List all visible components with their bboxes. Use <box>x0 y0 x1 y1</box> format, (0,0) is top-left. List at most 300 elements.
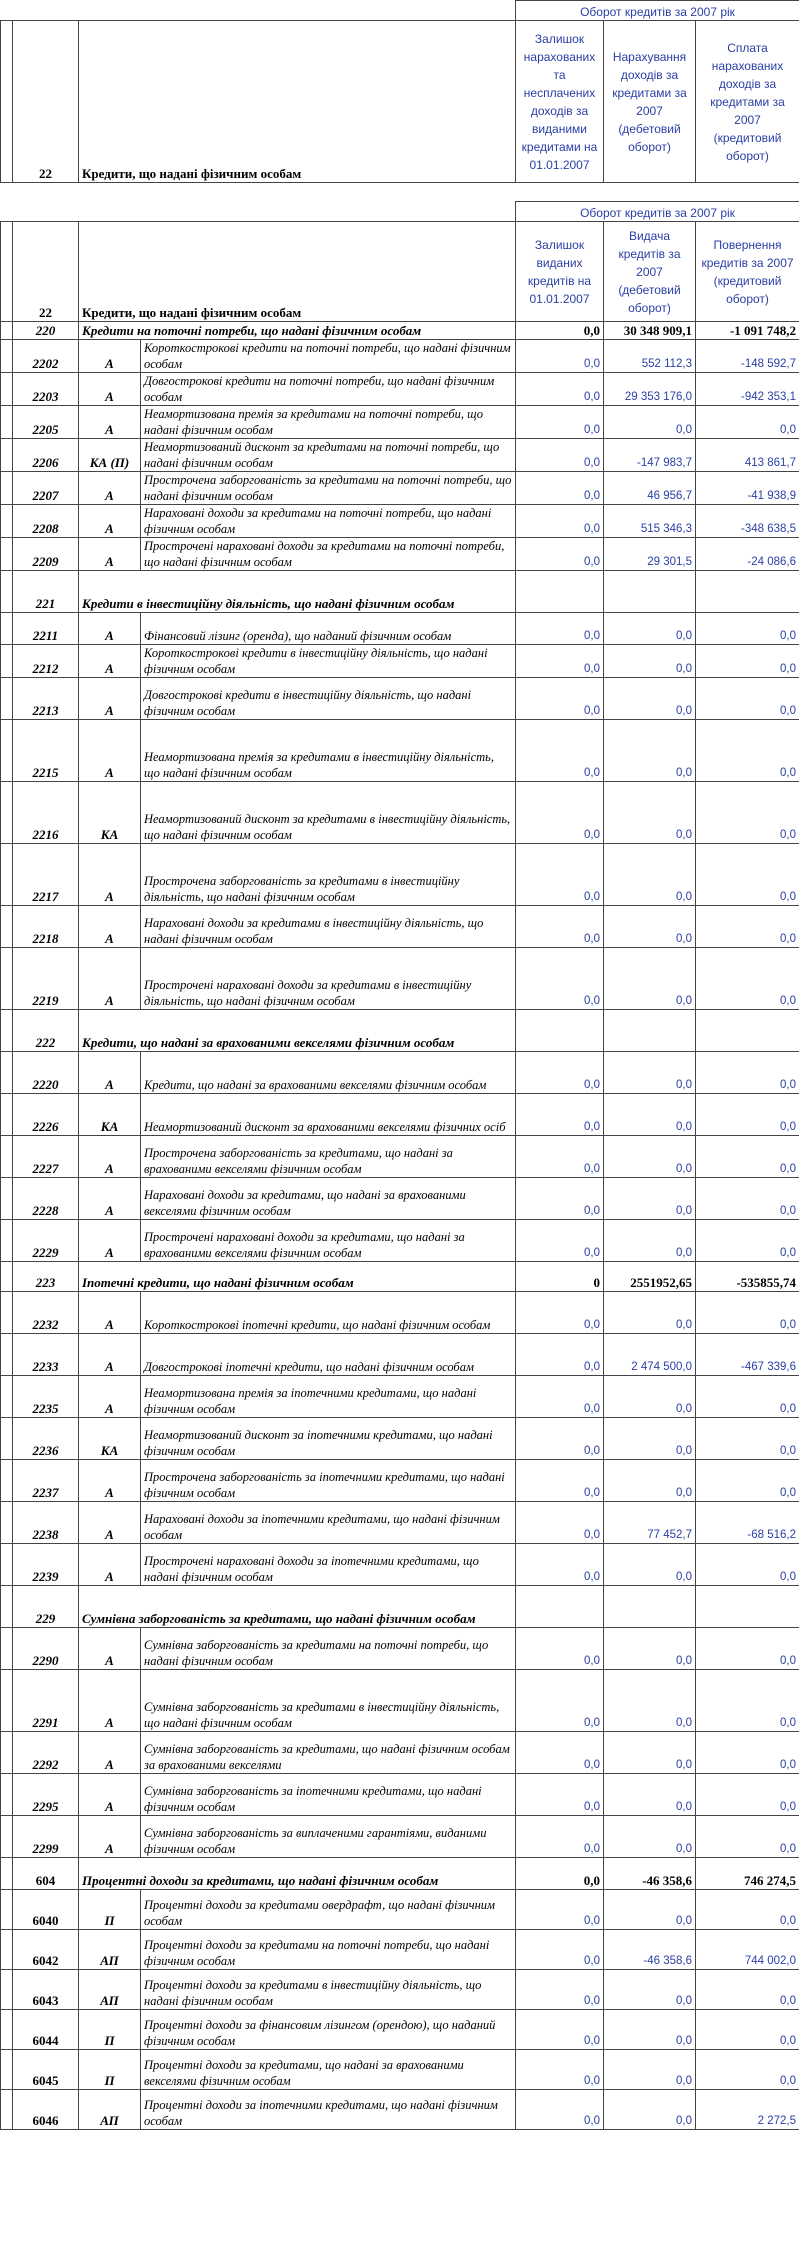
account-type: А <box>79 1774 141 1816</box>
table-row <box>1 2050 799 2090</box>
table-row <box>1 906 799 948</box>
value-opening: 0,0 <box>516 1052 604 1094</box>
account-code: 2232 <box>13 1292 79 1334</box>
account-code: 2291 <box>13 1670 79 1732</box>
col-opening-balance: Залишок нарахованих та несплачених доходів за виданими кредитами на 01.01.2007 <box>516 21 604 183</box>
table-row <box>1 1376 799 1418</box>
value-opening: 0,0 <box>516 1460 604 1502</box>
table-row <box>1 340 799 373</box>
value-credit: -467 339,6 <box>696 1334 799 1376</box>
row-gutter <box>1 1052 13 1094</box>
value-opening: 0,0 <box>516 678 604 720</box>
table-row <box>1 1670 799 1732</box>
value-debit: 0,0 <box>604 1460 696 1502</box>
account-code: 2227 <box>13 1136 79 1178</box>
value-debit: 2551952,65 <box>604 1262 696 1292</box>
account-description: Неамортизований дисконт за кредитами на поточні потреби, що надані фізичним особам <box>141 439 516 472</box>
account-description: Прострочена заборгованість за іпотечними кредитами, що надані фізичним особам <box>141 1460 516 1502</box>
value-debit: 0,0 <box>604 1376 696 1418</box>
account-type: А <box>79 844 141 906</box>
row-gutter <box>1 1460 13 1502</box>
account-code: 2226 <box>13 1094 79 1136</box>
value-debit: 0,0 <box>604 1052 696 1094</box>
account-description: Кредити, що надані за врахованими векселями фізичним особам <box>141 1052 516 1094</box>
value-debit: 0,0 <box>604 720 696 782</box>
account-code: 223 <box>13 1262 79 1292</box>
table-row <box>1 1930 799 1970</box>
value-credit: 0,0 <box>696 1094 799 1136</box>
value-opening: 0,0 <box>516 1890 604 1930</box>
value-debit <box>604 571 696 613</box>
account-type: А <box>79 1628 141 1670</box>
account-code: 604 <box>13 1858 79 1890</box>
table-row <box>1 1816 799 1858</box>
table-row <box>1 1732 799 1774</box>
value-credit: -148 592,7 <box>696 340 799 373</box>
row-gutter <box>1 1628 13 1670</box>
group-title: Кредити на поточні потреби, що надані фізичним особам <box>79 322 516 340</box>
table-row <box>1 844 799 906</box>
account-type: А <box>79 613 141 645</box>
table-row <box>1 1178 799 1220</box>
account-code: 2233 <box>13 1334 79 1376</box>
value-opening: 0,0 <box>516 948 604 1010</box>
value-credit: 0,0 <box>696 1418 799 1460</box>
account-description: Довгострокові іпотечні кредити, що надані фізичним особам <box>141 1334 516 1376</box>
value-credit <box>696 1010 799 1052</box>
value-debit: -46 358,6 <box>604 1930 696 1970</box>
account-description: Процентні доходи за фінансовим лізингом (орендою), що наданий фізичним особам <box>141 2010 516 2050</box>
account-description: Короткострокові кредити в інвестиційну діяльність, що надані фізичним особам <box>141 645 516 678</box>
value-opening: 0,0 <box>516 645 604 678</box>
value-opening: 0,0 <box>516 2010 604 2050</box>
row-gutter <box>1 1970 13 2010</box>
account-description: Неамортизований дисконт за врахованими векселями фізичних осіб <box>141 1094 516 1136</box>
value-debit: 2 474 500,0 <box>604 1334 696 1376</box>
value-opening: 0,0 <box>516 538 604 571</box>
account-type: П <box>79 1890 141 1930</box>
account-code: 6040 <box>13 1890 79 1930</box>
col-opening-balance-2: Залишок виданих кредитів на 01.01.2007 <box>516 222 604 322</box>
col-issued-2: Видача кредитів за 2007 (дебетовий оборот) <box>604 222 696 322</box>
row-gutter <box>1 1334 13 1376</box>
row-gutter <box>1 720 13 782</box>
table-row <box>1 1220 799 1262</box>
account-description: Сумнівна заборгованість за іпотечними кредитами, що надані фізичним особам <box>141 1774 516 1816</box>
value-debit: 0,0 <box>604 1816 696 1858</box>
account-code: 6046 <box>13 2090 79 2130</box>
row-gutter <box>1 1262 13 1292</box>
value-debit: 0,0 <box>604 1970 696 2010</box>
value-opening: 0,0 <box>516 1136 604 1178</box>
table-row <box>1 373 799 406</box>
account-code: 2239 <box>13 1544 79 1586</box>
account-type: П <box>79 2010 141 2050</box>
value-debit: 0,0 <box>604 844 696 906</box>
row-gutter <box>1 948 13 1010</box>
value-credit: -1 091 748,2 <box>696 322 799 340</box>
account-code: 2220 <box>13 1052 79 1094</box>
row-gutter <box>1 1376 13 1418</box>
account-code: 2235 <box>13 1376 79 1418</box>
account-code: 2238 <box>13 1502 79 1544</box>
table-row <box>1 1460 799 1502</box>
account-code: 2295 <box>13 1774 79 1816</box>
account-code: 2212 <box>13 645 79 678</box>
header-code: 22 <box>13 21 79 183</box>
table-row <box>1 538 799 571</box>
row-gutter <box>1 1502 13 1544</box>
account-type: А <box>79 1136 141 1178</box>
account-code: 2215 <box>13 720 79 782</box>
table-row <box>1 1292 799 1334</box>
row-gutter <box>1 1858 13 1890</box>
value-debit: 46 956,7 <box>604 472 696 505</box>
value-opening: 0,0 <box>516 1774 604 1816</box>
value-opening: 0,0 <box>516 1418 604 1460</box>
value-opening: 0,0 <box>516 1670 604 1732</box>
value-credit: 0,0 <box>696 1816 799 1858</box>
account-code: 2216 <box>13 782 79 844</box>
account-type: А <box>79 720 141 782</box>
value-debit: 0,0 <box>604 1136 696 1178</box>
value-opening: 0,0 <box>516 613 604 645</box>
value-opening: 0,0 <box>516 1544 604 1586</box>
value-opening: 0,0 <box>516 322 604 340</box>
account-code: 2217 <box>13 844 79 906</box>
row-gutter <box>1 322 13 340</box>
value-opening <box>516 571 604 613</box>
table-row <box>1 1334 799 1376</box>
value-credit: 0,0 <box>696 1544 799 1586</box>
value-opening: 0,0 <box>516 1220 604 1262</box>
group-row <box>1 322 799 340</box>
value-credit: 0,0 <box>696 1136 799 1178</box>
account-code: 2206 <box>13 439 79 472</box>
account-description: Нараховані доходи за кредитами на поточні потреби, що надані фізичним особам <box>141 505 516 538</box>
value-debit: 0,0 <box>604 1890 696 1930</box>
group-title: Іпотечні кредити, що надані фізичним особам <box>79 1262 516 1292</box>
value-opening: 0,0 <box>516 1858 604 1890</box>
row-gutter <box>1 1816 13 1858</box>
row-gutter <box>1 1418 13 1460</box>
account-type: А <box>79 645 141 678</box>
account-description: Нараховані доходи за кредитами в інвестиційну діяльність, що надані фізичним особам <box>141 906 516 948</box>
account-code: 6045 <box>13 2050 79 2090</box>
table-row <box>1 678 799 720</box>
col-debit-turnover: Нарахування доходів за кредитами за 2007 (дебетовий оборот) <box>604 21 696 183</box>
value-credit: 0,0 <box>696 1376 799 1418</box>
value-credit: 0,0 <box>696 2050 799 2090</box>
value-credit: -24 086,6 <box>696 538 799 571</box>
value-opening <box>516 1586 604 1628</box>
value-credit: 0,0 <box>696 1970 799 2010</box>
value-debit: 0,0 <box>604 1670 696 1732</box>
row-gutter <box>1 1670 13 1732</box>
account-description: Неамортизована премія за кредитами на поточні потреби, що надані фізичним особам <box>141 406 516 439</box>
row-gutter <box>1 1930 13 1970</box>
value-credit: -348 638,5 <box>696 505 799 538</box>
account-code: 2237 <box>13 1460 79 1502</box>
account-code: 2219 <box>13 948 79 1010</box>
account-type: А <box>79 505 141 538</box>
account-code: 2299 <box>13 1816 79 1858</box>
table-row <box>1 2010 799 2050</box>
value-credit: 0,0 <box>696 1732 799 1774</box>
account-code: 2290 <box>13 1628 79 1670</box>
value-opening: 0,0 <box>516 1292 604 1334</box>
table-row <box>1 948 799 1010</box>
account-description: Довгострокові кредити в інвестиційну діяльність, що надані фізичним особам <box>141 678 516 720</box>
value-credit: 0,0 <box>696 1670 799 1732</box>
value-credit: 0,0 <box>696 844 799 906</box>
account-description: Процентні доходи за іпотечними кредитами, що надані фізичним особам <box>141 2090 516 2130</box>
value-debit: 0,0 <box>604 1094 696 1136</box>
value-opening: 0,0 <box>516 720 604 782</box>
account-code: 229 <box>13 1586 79 1628</box>
value-credit: 0,0 <box>696 720 799 782</box>
account-type: КА <box>79 1418 141 1460</box>
account-description: Процентні доходи за кредитами, що надані за врахованими векселями фізичним особам <box>141 2050 516 2090</box>
row-gutter <box>1 2090 13 2130</box>
account-type: А <box>79 1544 141 1586</box>
account-code: 2218 <box>13 906 79 948</box>
value-debit <box>604 1586 696 1628</box>
account-description: Прострочені нараховані доходи за кредитами на поточні потреби, що надані фізичним особам <box>141 538 516 571</box>
row-gutter <box>1 1136 13 1178</box>
value-credit: 0,0 <box>696 1460 799 1502</box>
value-credit: 744 002,0 <box>696 1930 799 1970</box>
value-debit: 0,0 <box>604 1292 696 1334</box>
header-code-2: 22 <box>13 222 79 322</box>
value-credit: 0,0 <box>696 645 799 678</box>
value-opening: 0,0 <box>516 1334 604 1376</box>
table-row <box>1 1136 799 1178</box>
value-opening: 0,0 <box>516 340 604 373</box>
value-debit: 0,0 <box>604 2010 696 2050</box>
account-type: А <box>79 1292 141 1334</box>
account-type: А <box>79 1460 141 1502</box>
value-credit: 0,0 <box>696 1292 799 1334</box>
account-description: Сумнівна заборгованість за кредитами в інвестиційну діяльність, що надані фізичним особам <box>141 1670 516 1732</box>
value-opening: 0,0 <box>516 505 604 538</box>
value-debit: 0,0 <box>604 645 696 678</box>
value-credit: 0,0 <box>696 782 799 844</box>
account-type: КА <box>79 782 141 844</box>
value-debit: 0,0 <box>604 2090 696 2130</box>
account-description: Короткострокові кредити на поточні потреби, що надані фізичним особам <box>141 340 516 373</box>
value-credit: 0,0 <box>696 948 799 1010</box>
account-type: А <box>79 678 141 720</box>
row-gutter <box>1 1890 13 1930</box>
value-debit: 0,0 <box>604 2050 696 2090</box>
group-row <box>1 571 799 613</box>
value-credit: 2 272,5 <box>696 2090 799 2130</box>
value-debit: 0,0 <box>604 1418 696 1460</box>
account-type: А <box>79 406 141 439</box>
account-code: 2211 <box>13 613 79 645</box>
account-code: 2292 <box>13 1732 79 1774</box>
group-row <box>1 1586 799 1628</box>
value-opening: 0,0 <box>516 1970 604 2010</box>
row-gutter <box>1 1732 13 1774</box>
value-debit: 0,0 <box>604 1544 696 1586</box>
account-type: А <box>79 1334 141 1376</box>
account-type: КА <box>79 1094 141 1136</box>
account-description: Короткострокові іпотечні кредити, що надані фізичним особам <box>141 1292 516 1334</box>
table-row <box>1 1052 799 1094</box>
table-row <box>1 645 799 678</box>
table-row <box>1 406 799 439</box>
value-opening: 0,0 <box>516 1930 604 1970</box>
header-title-2: Кредити, що надані фізичним особам <box>79 222 516 322</box>
account-type: А <box>79 340 141 373</box>
account-type: АП <box>79 2090 141 2130</box>
account-description: Неамортизована премія за іпотечними кредитами, що надані фізичним особам <box>141 1376 516 1418</box>
account-description: Прострочена заборгованість за кредитами, що надані за врахованими векселями фізичним особам <box>141 1136 516 1178</box>
value-credit: 0,0 <box>696 1052 799 1094</box>
value-debit: 0,0 <box>604 1220 696 1262</box>
value-credit: 0,0 <box>696 1220 799 1262</box>
account-description: Прострочені нараховані доходи за кредитами, що надані за врахованими векселями фізичним особам <box>141 1220 516 1262</box>
table-row <box>1 1094 799 1136</box>
account-code: 220 <box>13 322 79 340</box>
table-row <box>1 1418 799 1460</box>
value-debit: 0,0 <box>604 613 696 645</box>
account-type: АП <box>79 1930 141 1970</box>
value-credit: -535855,74 <box>696 1262 799 1292</box>
value-opening: 0,0 <box>516 1178 604 1220</box>
value-debit: 30 348 909,1 <box>604 322 696 340</box>
table-row <box>1 439 799 472</box>
account-code: 2209 <box>13 538 79 571</box>
value-debit: 77 452,7 <box>604 1502 696 1544</box>
account-type: А <box>79 1376 141 1418</box>
account-code: 6043 <box>13 1970 79 2010</box>
account-type: А <box>79 1220 141 1262</box>
table-row <box>1 1970 799 2010</box>
row-gutter <box>1 782 13 844</box>
table-row <box>1 1544 799 1586</box>
header-title: Кредити, що надані фізичним особам <box>79 21 516 183</box>
account-code: 2228 <box>13 1178 79 1220</box>
row-gutter <box>1 613 13 645</box>
row-gutter <box>1 2050 13 2090</box>
account-code: 2205 <box>13 406 79 439</box>
value-credit: 0,0 <box>696 1890 799 1930</box>
row-gutter <box>1 1010 13 1052</box>
group-row <box>1 1010 799 1052</box>
account-code: 222 <box>13 1010 79 1052</box>
account-description: Прострочені нараховані доходи за іпотечними кредитами, що надані фізичним особам <box>141 1544 516 1586</box>
account-type: А <box>79 538 141 571</box>
value-credit <box>696 1586 799 1628</box>
table-row <box>1 782 799 844</box>
value-opening: 0,0 <box>516 1502 604 1544</box>
value-debit: -147 983,7 <box>604 439 696 472</box>
value-credit: 746 274,5 <box>696 1858 799 1890</box>
account-description: Фінансовий лізинг (оренда), що наданий фізичним особам <box>141 613 516 645</box>
row-gutter <box>1 571 13 613</box>
row-gutter <box>1 1220 13 1262</box>
row-gutter <box>1 1774 13 1816</box>
row-gutter <box>1 373 13 406</box>
row-gutter <box>1 340 13 373</box>
account-type: П <box>79 2050 141 2090</box>
account-code: 2236 <box>13 1418 79 1460</box>
table-row <box>1 1890 799 1930</box>
account-type: А <box>79 1052 141 1094</box>
row-gutter <box>1 1544 13 1586</box>
value-credit: 0,0 <box>696 678 799 720</box>
value-opening: 0 <box>516 1262 604 1292</box>
account-type: А <box>79 1670 141 1732</box>
value-credit: 0,0 <box>696 906 799 948</box>
row-gutter <box>1 844 13 906</box>
value-credit <box>696 571 799 613</box>
account-description: Неамортизована премія за кредитами в інвестиційну діяльність, що надані фізичним особам <box>141 720 516 782</box>
table-row <box>1 505 799 538</box>
value-debit: 29 353 176,0 <box>604 373 696 406</box>
account-code: 2207 <box>13 472 79 505</box>
value-opening: 0,0 <box>516 1094 604 1136</box>
value-opening: 0,0 <box>516 782 604 844</box>
row-gutter <box>1 1292 13 1334</box>
account-description: Сумнівна заборгованість за кредитами, що надані фізичним особам за врахованими векселями <box>141 1732 516 1774</box>
account-description: Сумнівна заборгованість за кредитами на поточні потреби, що надані фізичним особам <box>141 1628 516 1670</box>
value-opening: 0,0 <box>516 1628 604 1670</box>
table-row <box>1 1774 799 1816</box>
account-description: Неамортизований дисконт за кредитами в інвестиційну діяльність, що надані фізичним особам <box>141 782 516 844</box>
value-opening: 0,0 <box>516 2050 604 2090</box>
value-opening: 0,0 <box>516 472 604 505</box>
value-opening: 0,0 <box>516 1732 604 1774</box>
account-description: Довгострокові кредити на поточні потреби, що надані фізичним особам <box>141 373 516 406</box>
turnover-group-title-2: Оборот кредитів за 2007 рік <box>516 202 799 222</box>
value-debit: 0,0 <box>604 782 696 844</box>
table-body <box>1 322 799 2130</box>
row-gutter <box>1 505 13 538</box>
value-debit: 0,0 <box>604 948 696 1010</box>
value-opening: 0,0 <box>516 906 604 948</box>
value-credit: 0,0 <box>696 1628 799 1670</box>
value-opening: 0,0 <box>516 373 604 406</box>
value-debit: 0,0 <box>604 1178 696 1220</box>
account-code: 2208 <box>13 505 79 538</box>
account-description: Прострочена заборгованість за кредитами на поточні потреби, що надані фізичним особам <box>141 472 516 505</box>
value-debit: 0,0 <box>604 1628 696 1670</box>
account-type: А <box>79 1732 141 1774</box>
row-gutter <box>1 406 13 439</box>
col-credit-turnover: Сплата нарахованих доходів за кредитами за 2007 (кредитовий оборот) <box>696 21 799 183</box>
account-code: 2229 <box>13 1220 79 1262</box>
account-description: Процентні доходи за кредитами в інвестиційну діяльність, що надані фізичним особам <box>141 1970 516 2010</box>
account-description: Процентні доходи за кредитами овердрафт, що надані фізичним особам <box>141 1890 516 1930</box>
table-row <box>1 720 799 782</box>
row-gutter <box>1 678 13 720</box>
account-type: КА (П) <box>79 439 141 472</box>
row-gutter <box>1 439 13 472</box>
row-gutter <box>1 1094 13 1136</box>
value-credit: 0,0 <box>696 406 799 439</box>
account-type: АП <box>79 1970 141 2010</box>
table-row <box>1 2090 799 2130</box>
account-type: А <box>79 373 141 406</box>
value-credit: 0,0 <box>696 1774 799 1816</box>
value-debit: 0,0 <box>604 406 696 439</box>
value-credit: -41 938,9 <box>696 472 799 505</box>
account-type: А <box>79 906 141 948</box>
